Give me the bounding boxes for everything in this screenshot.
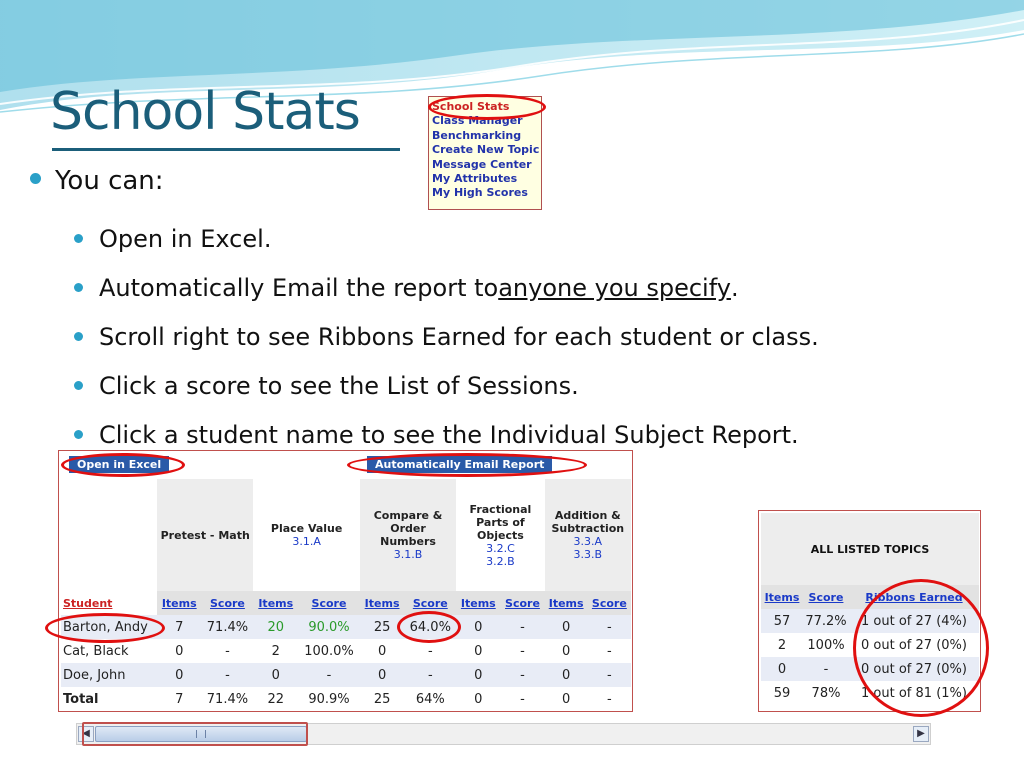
items-cell: 7 [157, 687, 201, 711]
topics-table [761, 513, 979, 705]
table-row [61, 615, 631, 639]
items-column-header[interactable]: Items [253, 591, 298, 615]
items-cell: 0 [545, 663, 588, 687]
items-cell: 0 [456, 687, 500, 711]
items-column-header[interactable]: Items [157, 591, 201, 615]
score-cell[interactable]: - [500, 639, 544, 663]
score-cell[interactable]: - [201, 639, 253, 663]
student-name[interactable]: Doe, John [61, 663, 157, 687]
bullet-text: Automatically Email the report to [99, 273, 499, 302]
bullet-list [74, 214, 819, 459]
nav-item-class-manager[interactable]: Class Manager [432, 114, 523, 128]
items-cell: 0 [360, 639, 404, 663]
nav-item-benchmarking[interactable]: Benchmarking [432, 128, 522, 142]
score-cell[interactable]: - [500, 615, 544, 639]
list-item [74, 361, 819, 410]
table-header-row [61, 479, 631, 591]
items-cell: 22 [253, 687, 298, 711]
items-cell: 0 [157, 663, 201, 687]
school-stats-panel [58, 450, 633, 712]
score-cell[interactable]: - [588, 639, 631, 663]
table-total-row [61, 687, 631, 711]
score-column-header[interactable]: Score [500, 591, 544, 615]
bullet-dot-icon [74, 234, 83, 243]
score-cell: 64% [404, 687, 456, 711]
nav-item-create-new-topic[interactable]: Create New Topic [432, 143, 540, 157]
bullet-you-can [30, 166, 164, 196]
score-cell[interactable]: - [588, 663, 631, 687]
total-label: Total [61, 687, 157, 711]
topic-name: Place Value [270, 522, 343, 535]
student-column-header[interactable]: Student [61, 591, 157, 615]
nav-item-my-high-scores[interactable]: My High Scores [432, 186, 528, 200]
topic-code[interactable]: 3.1.A [292, 535, 321, 548]
score-cell: 78% [811, 685, 841, 701]
items-cell: 0 [545, 687, 588, 711]
topic-name: Addition & Subtraction [551, 509, 625, 535]
score-cell[interactable]: 77.2% [803, 609, 849, 633]
topic-header [545, 479, 631, 591]
all-listed-topics-header: ALL LISTED TOPICS [761, 513, 979, 585]
list-item [74, 214, 819, 263]
blank-header-cell [61, 479, 157, 591]
topic-code[interactable]: 3.3.A 3.3.B [573, 535, 603, 561]
grip-icon [196, 730, 206, 738]
score-cell[interactable]: - [201, 663, 253, 687]
nav-item-message-center[interactable]: Message Center [432, 157, 532, 171]
anyone-you-specify-link[interactable]: anyone you specify [498, 273, 731, 302]
score-cell: - [588, 687, 631, 711]
topic-header [157, 479, 253, 591]
topic-header [253, 479, 359, 591]
score-cell[interactable]: - [404, 663, 456, 687]
ribbons-cell: 0 out of 27 (0%) [849, 657, 979, 681]
score-cell[interactable]: - [298, 663, 360, 687]
all-topics-panel [758, 510, 981, 712]
topic-name: Pretest - Math [160, 528, 250, 542]
score-cell[interactable]: 100.0% [298, 639, 360, 663]
student-name[interactable]: Barton, Andy [61, 615, 157, 639]
score-cell[interactable]: - [404, 639, 456, 663]
bullet-dot-icon [74, 283, 83, 292]
student-name[interactable]: Cat, Black [61, 639, 157, 663]
nav-item-school-stats[interactable]: School Stats [432, 100, 510, 113]
nav-menu [428, 96, 542, 210]
items-cell: 0 [360, 663, 404, 687]
score-cell[interactable]: 71.4% [201, 615, 253, 639]
ribbons-cell: 0 out of 27 (0%) [861, 637, 967, 653]
table-total-row [761, 681, 979, 705]
bullet-text-end: . [730, 273, 739, 302]
items-cell: 2 [253, 639, 298, 663]
open-in-excel-button[interactable]: Open in Excel [69, 456, 169, 473]
topic-name: Compare & Order Numbers [373, 509, 443, 548]
score-column-header[interactable]: Score [404, 591, 456, 615]
ribbons-cell: 1 out of 81 (1%) [861, 685, 967, 701]
email-report-button[interactable]: Automatically Email Report [367, 456, 552, 473]
bullet-text: Click a student name to see the Individual Subject Report. [99, 420, 799, 449]
horizontal-scrollbar[interactable] [76, 723, 931, 745]
table-row [761, 657, 979, 681]
items-cell: 2 [777, 637, 787, 653]
items-cell: 7 [157, 615, 201, 639]
table-header-row [761, 513, 979, 585]
items-cell: 57 [761, 609, 803, 633]
ribbons-cell: 1 out of 27 (4%) [849, 609, 979, 633]
ribbons-earned-column-header[interactable]: Ribbons Earned [849, 585, 979, 609]
topic-header [360, 479, 456, 591]
score-column-header[interactable]: Score [588, 591, 631, 615]
items-cell: 0 [545, 639, 588, 663]
slide-title: School Stats [50, 82, 360, 142]
table-subheader-row [761, 585, 979, 609]
items-cell: 25 [360, 615, 404, 639]
bullet-text: Click a score to see the List of Sessions. [99, 371, 579, 400]
scrollbar-thumb[interactable] [95, 726, 307, 742]
nav-item-my-attributes[interactable]: My Attributes [432, 172, 518, 186]
items-cell: 59 [773, 685, 791, 701]
items-cell: 0 [253, 663, 298, 687]
list-item [74, 312, 819, 361]
arrow-left-icon[interactable]: ◀ [78, 726, 94, 742]
items-cell: 0 [456, 615, 500, 639]
bullet-dot-icon [74, 430, 83, 439]
stats-table [61, 479, 631, 711]
table-row [761, 633, 979, 657]
score-cell: - [500, 687, 544, 711]
items-cell: 25 [360, 687, 404, 711]
arrow-right-icon[interactable]: ▶ [913, 726, 929, 742]
score-cell: 71.4% [201, 687, 253, 711]
score-cell[interactable]: 64.0% [404, 615, 456, 639]
bullet-text: Scroll right to see Ribbons Earned for each student or class. [99, 322, 819, 351]
score-cell[interactable]: 100% [807, 637, 845, 653]
items-cell: 0 [157, 639, 201, 663]
items-cell: 0 [456, 663, 500, 687]
topic-name: Fractional Parts of Objects [469, 502, 532, 542]
bullet-dot-icon [74, 332, 83, 341]
items-column-header[interactable]: Items [360, 591, 404, 615]
score-cell[interactable]: 90.0% [298, 615, 360, 639]
score-column-header[interactable]: Score [803, 585, 849, 609]
bullet-text: Open in Excel. [99, 224, 272, 253]
bullet-main-text: You can: [55, 166, 164, 196]
score-cell[interactable]: - [588, 615, 631, 639]
score-cell[interactable]: - [803, 657, 849, 681]
items-cell: 0 [761, 657, 803, 681]
table-subheader-row [61, 591, 631, 615]
title-underline [52, 148, 400, 151]
bullet-dot-icon [30, 173, 41, 184]
table-row [61, 639, 631, 663]
score-cell[interactable]: - [500, 663, 544, 687]
items-column-header[interactable]: Items [761, 585, 803, 609]
score-column-header[interactable]: Score [298, 591, 360, 615]
items-cell: 20 [253, 615, 298, 639]
score-cell: 90.9% [298, 687, 360, 711]
bullet-dot-icon [74, 381, 83, 390]
topic-header [456, 479, 544, 591]
items-column-header[interactable]: Items [545, 591, 588, 615]
items-cell: 0 [456, 639, 500, 663]
table-row [61, 663, 631, 687]
topic-code[interactable]: 3.1.B [393, 548, 423, 561]
items-cell: 0 [545, 615, 588, 639]
list-item [74, 263, 819, 312]
table-row [761, 609, 979, 633]
score-column-header[interactable]: Score [201, 591, 253, 615]
topic-code[interactable]: 3.2.C 3.2.B [486, 541, 515, 568]
items-column-header[interactable]: Items [456, 591, 500, 615]
